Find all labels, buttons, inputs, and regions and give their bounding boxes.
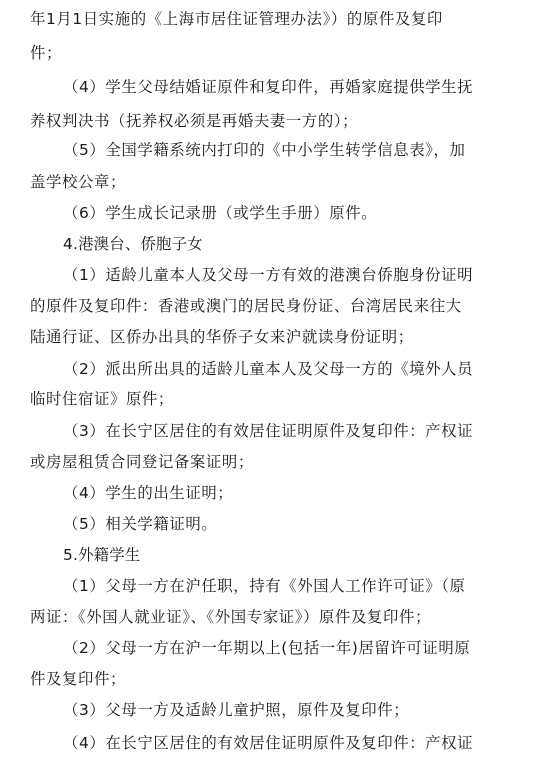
text-line-6: 盖学校公章；	[30, 173, 126, 191]
text-line-15: 或房屋租赁合同登记备案证明；	[30, 453, 254, 471]
text-line-4: 养权判决书（抚养权必须是再婚夫妻一方的）；	[30, 112, 359, 130]
text-line-12: （2）派出所出具的适龄儿童本人及父母一方的《境外人员	[63, 360, 474, 378]
text-line-22: 件及复印件；	[30, 670, 126, 688]
text-line-20: 两证：《外国人就业证》、《外国专家证》）原件及复印件；	[30, 608, 431, 626]
text-line-1: 年1月1日实施的《上海市居住证管理办法》）的原件及复印	[30, 10, 443, 28]
text-line-17: （5）相关学籍证明。	[63, 515, 218, 533]
text-line-3: （4）学生父母结婚证原件和复印件，再婚家庭提供学生抚	[63, 78, 474, 96]
text-line-5: （5）全国学籍系统内打印的《中小学生转学信息表》，加	[63, 141, 466, 159]
text-line-16: （4）学生的出生证明；	[63, 484, 234, 502]
text-line-9: （1）适龄儿童本人及父母一方有效的港澳台侨胞身份证明	[63, 266, 474, 284]
text-line-7: （6）学生成长记录册（或学生手册）原件。	[63, 204, 378, 222]
text-line-2: 件；	[30, 44, 62, 62]
text-line-14: （3）在长宁区居住的有效居住证明原件及复印件：产权证	[63, 422, 474, 440]
section-heading-4: 4.港澳台、侨胞子女	[63, 235, 203, 253]
text-line-19: （1）父母一方在沪任职，持有《外国人工作许可证》（原	[63, 577, 466, 595]
text-line-23: （3）父母一方及适龄儿童护照，原件及复印件；	[63, 701, 410, 719]
text-line-13: 临时住宿证》原件；	[30, 390, 174, 408]
text-line-10: 的原件及复印件：香港或澳门的居民身份证、台湾居民来往大	[30, 297, 462, 315]
text-line-24: （4）在长宁区居住的有效居住证明原件及复印件：产权证	[63, 734, 474, 752]
text-line-21: （2）父母一方在沪一年期以上(包括一年)居留许可证明原	[63, 639, 471, 657]
text-line-11: 陆通行证、区侨办出具的华侨子女来沪就读身份证明；	[30, 328, 414, 346]
section-heading-5: 5.外籍学生	[63, 546, 141, 564]
